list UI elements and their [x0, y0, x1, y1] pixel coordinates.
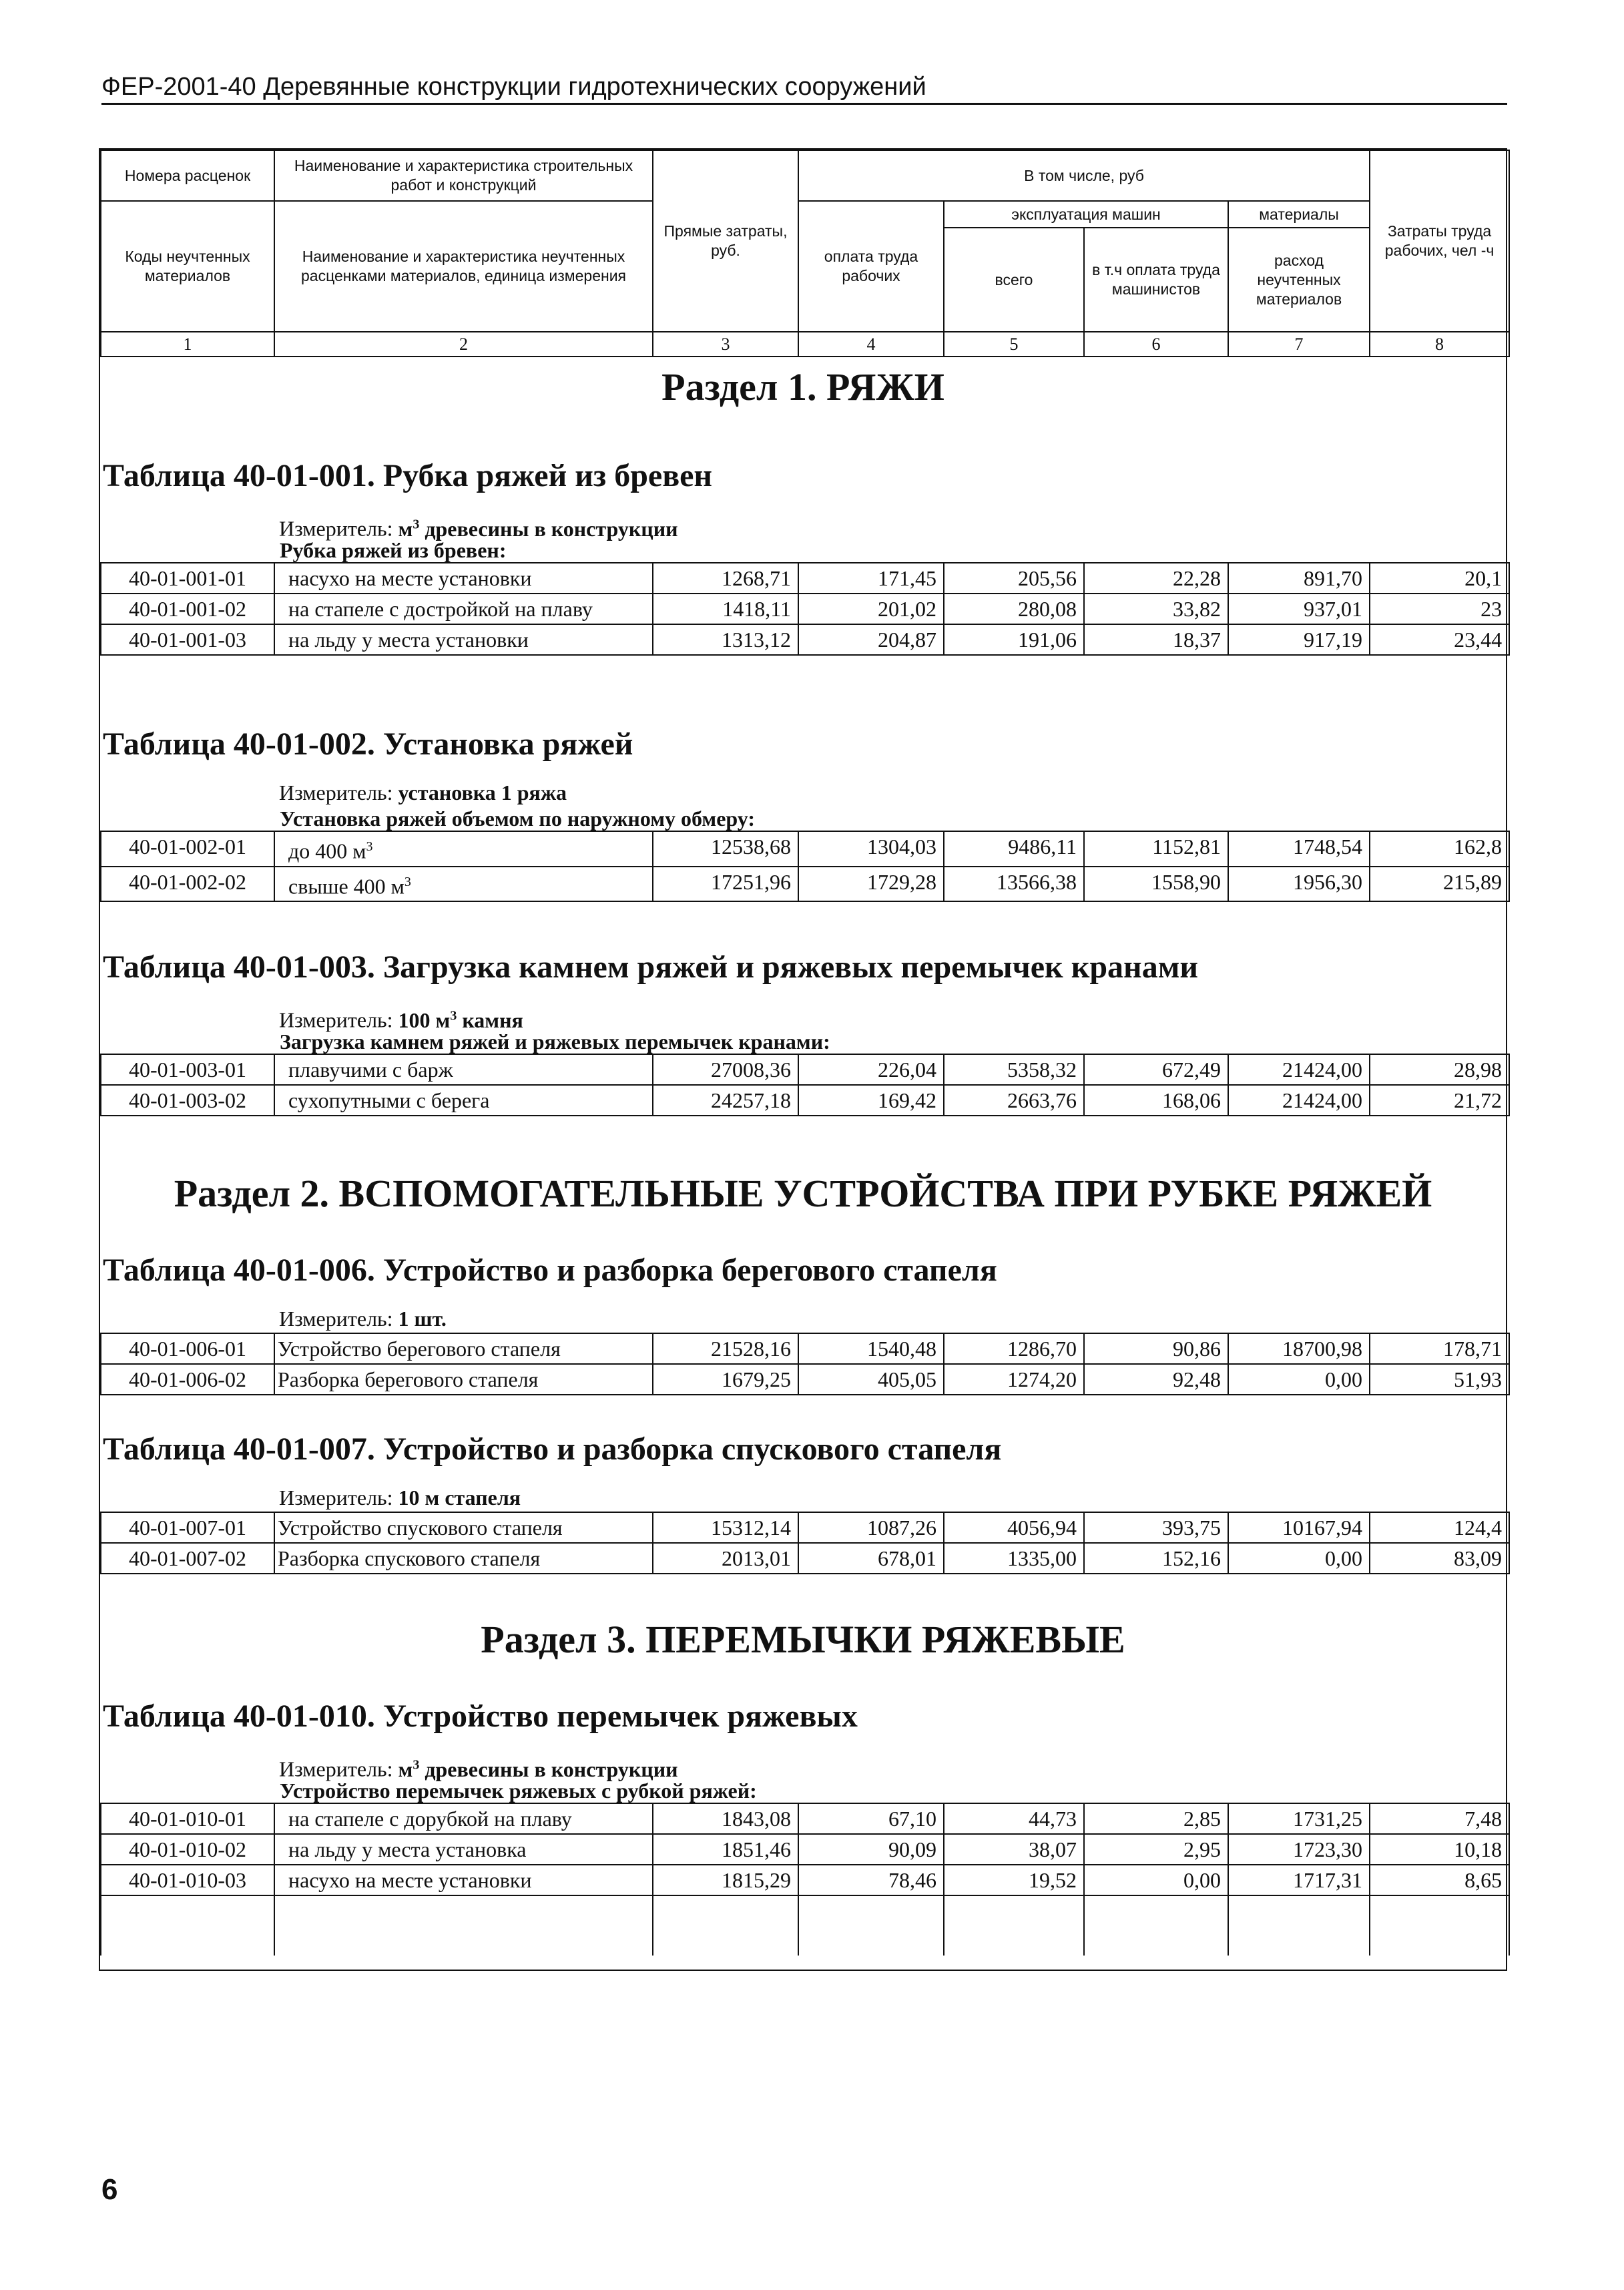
- value-cell: 0,00: [1228, 1364, 1370, 1395]
- value-cell: 393,75: [1084, 1512, 1228, 1543]
- value-cell: 44,73: [944, 1803, 1084, 1834]
- value-cell: 1304,03: [798, 831, 944, 867]
- value-cell: 178,71: [1370, 1333, 1509, 1364]
- value-cell: 67,10: [798, 1803, 944, 1834]
- empty-cell: [274, 1895, 653, 1956]
- value-cell: 1558,90: [1084, 867, 1228, 902]
- column-header: [100, 150, 1510, 357]
- rate-code-cell: 40-01-006-01: [101, 1333, 274, 1364]
- value-cell: 17251,96: [653, 867, 798, 902]
- running-title: ФЕР-2001-40 Деревянные конструкции гидротехнических сооружений: [101, 72, 1507, 105]
- table-row: [101, 1834, 1509, 1865]
- value-cell: 38,07: [944, 1834, 1084, 1865]
- table-title: Таблица 40-01-003. Загрузка камнем ряжей и ряжевых перемычек кранами: [103, 949, 1199, 985]
- value-cell: 33,82: [1084, 594, 1228, 624]
- work-name-cell: сухопутными с берега: [274, 1085, 653, 1116]
- value-cell: 162,8: [1370, 831, 1509, 867]
- rates-table: [100, 1333, 1510, 1395]
- value-cell: 937,01: [1228, 594, 1370, 624]
- value-cell: 1731,25: [1228, 1803, 1370, 1834]
- work-name-cell: до 400 $м^3$: [274, 831, 653, 867]
- value-cell: 22,28: [1084, 563, 1228, 594]
- work-name-cell: насухо на месте установки: [274, 1865, 653, 1895]
- section-title: Раздел 1. РЯЖИ: [661, 365, 944, 409]
- work-name-cell: насухо на месте установки: [274, 563, 653, 594]
- value-cell: 1335,00: [944, 1543, 1084, 1574]
- header-number: 5: [944, 332, 1084, 357]
- value-cell: 152,16: [1084, 1543, 1228, 1574]
- rate-code-cell: 40-01-002-02: [101, 867, 274, 902]
- work-name-cell: Устройство берегового стапеля: [274, 1333, 653, 1364]
- rate-code-cell: 40-01-010-03: [101, 1865, 274, 1895]
- header-machinists-pay: в т.ч оплата труда машинистов: [1084, 228, 1228, 332]
- value-cell: 9486,11: [944, 831, 1084, 867]
- value-cell: 24257,18: [653, 1085, 798, 1116]
- table-row: [101, 563, 1509, 594]
- header-materials-use: расход неучтенных материалов: [1228, 228, 1370, 332]
- header-machines: эксплуатация машин: [944, 201, 1228, 228]
- header-number: 3: [653, 332, 798, 357]
- header-number: 8: [1370, 332, 1509, 357]
- header-col1-bottom: Коды неучтенных материалов: [101, 201, 274, 332]
- value-cell: 10,18: [1370, 1834, 1509, 1865]
- header-number: 2: [274, 332, 653, 357]
- header-machines-total: всего: [944, 228, 1084, 332]
- rate-code-cell: 40-01-010-01: [101, 1803, 274, 1834]
- work-name-cell: на льду у места установка: [274, 1834, 653, 1865]
- table-title: Таблица 40-01-001. Рубка ряжей из бревен: [103, 458, 713, 493]
- empty-cell: [101, 1895, 274, 1956]
- header-number: 6: [1084, 332, 1228, 357]
- value-cell: 0,00: [1228, 1543, 1370, 1574]
- value-cell: 280,08: [944, 594, 1084, 624]
- table-meter: Измеритель: 10 м стапеля: [279, 1485, 521, 1510]
- value-cell: 2,85: [1084, 1803, 1228, 1834]
- work-name-cell: Разборка спускового стапеля: [274, 1543, 653, 1574]
- value-cell: 21424,00: [1228, 1054, 1370, 1085]
- value-cell: 23: [1370, 594, 1509, 624]
- value-cell: 1274,20: [944, 1364, 1084, 1395]
- value-cell: 21528,16: [653, 1333, 798, 1364]
- value-cell: 205,56: [944, 563, 1084, 594]
- rate-code-cell: 40-01-006-02: [101, 1364, 274, 1395]
- empty-cell: [1370, 1895, 1509, 1956]
- value-cell: 0,00: [1084, 1865, 1228, 1895]
- rates-table: [100, 1512, 1510, 1574]
- value-cell: 7,48: [1370, 1803, 1509, 1834]
- group-heading: Устройство перемычек ряжевых с рубкой ряжей:: [101, 1779, 1509, 1803]
- header-col1-top: Номера расценок: [101, 150, 274, 201]
- header-labor-cost: Затраты труда рабочих, чел -ч: [1370, 150, 1509, 332]
- value-cell: 78,46: [798, 1865, 944, 1895]
- value-cell: 405,05: [798, 1364, 944, 1395]
- table-row: [101, 1333, 1509, 1364]
- rates-table: [100, 538, 1510, 656]
- value-cell: 191,06: [944, 624, 1084, 655]
- value-cell: 201,02: [798, 594, 944, 624]
- table-meter: Измеритель: $м^3$ древесины в конструкции: [279, 1757, 678, 1781]
- section-title: Раздел 3. ПЕРЕМЫЧКИ РЯЖЕВЫЕ: [481, 1618, 1125, 1661]
- work-name-cell: свыше 400 $м^3$: [274, 867, 653, 902]
- table-row: [101, 1865, 1509, 1895]
- work-name-cell: Устройство спускового стапеля: [274, 1512, 653, 1543]
- value-cell: 8,65: [1370, 1865, 1509, 1895]
- value-cell: 15312,14: [653, 1512, 798, 1543]
- value-cell: 27008,36: [653, 1054, 798, 1085]
- rate-code-cell: 40-01-002-01: [101, 831, 274, 867]
- value-cell: 92,48: [1084, 1364, 1228, 1395]
- table-row: [101, 831, 1509, 867]
- value-cell: 2,95: [1084, 1834, 1228, 1865]
- table-row: [101, 1543, 1509, 1574]
- work-name-cell: Разборка берегового стапеля: [274, 1364, 653, 1395]
- header-labor-pay: оплата труда рабочих: [798, 201, 944, 332]
- value-cell: 1851,46: [653, 1834, 798, 1865]
- value-cell: 1152,81: [1084, 831, 1228, 867]
- value-cell: 891,70: [1228, 563, 1370, 594]
- empty-cell: [944, 1895, 1084, 1956]
- header-in-that-number: В том числе, руб: [798, 150, 1370, 201]
- table-row: [101, 1364, 1509, 1395]
- rate-code-cell: 40-01-007-02: [101, 1543, 274, 1574]
- empty-cell: [653, 1895, 798, 1956]
- value-cell: 1717,31: [1228, 1865, 1370, 1895]
- table-meter: Измеритель: 100 $м^3$ камня: [279, 1007, 523, 1032]
- header-col2-top: Наименование и характеристика строительных работ и конструкций: [274, 150, 653, 201]
- table-meter: Измеритель: 1 шт.: [279, 1307, 447, 1331]
- table-row: [101, 1054, 1509, 1085]
- table-title: Таблица 40-01-007. Устройство и разборка спускового стапеля: [103, 1431, 1002, 1467]
- work-name-cell: плавучими с барж: [274, 1054, 653, 1085]
- table-row: [101, 867, 1509, 902]
- value-cell: 1729,28: [798, 867, 944, 902]
- table-row: [101, 1085, 1509, 1116]
- value-cell: 678,01: [798, 1543, 944, 1574]
- value-cell: 1540,48: [798, 1333, 944, 1364]
- value-cell: 83,09: [1370, 1543, 1509, 1574]
- value-cell: 672,49: [1084, 1054, 1228, 1085]
- value-cell: 1087,26: [798, 1512, 944, 1543]
- value-cell: 2663,76: [944, 1085, 1084, 1116]
- rate-code-cell: 40-01-001-02: [101, 594, 274, 624]
- rate-code-cell: 40-01-007-01: [101, 1512, 274, 1543]
- value-cell: 21,72: [1370, 1085, 1509, 1116]
- value-cell: 204,87: [798, 624, 944, 655]
- value-cell: 21424,00: [1228, 1085, 1370, 1116]
- value-cell: 1956,30: [1228, 867, 1370, 902]
- work-name-cell: на льду у места установки: [274, 624, 653, 655]
- value-cell: 1723,30: [1228, 1834, 1370, 1865]
- table-row: [101, 594, 1509, 624]
- table-title: Таблица 40-01-010. Устройство перемычек ряжевых: [103, 1698, 858, 1734]
- value-cell: 12538,68: [653, 831, 798, 867]
- header-col2-bottom: Наименование и характеристика неучтенных расценками материалов, единица измерения: [274, 201, 653, 332]
- value-cell: 51,93: [1370, 1364, 1509, 1395]
- value-cell: 1815,29: [653, 1865, 798, 1895]
- empty-cell: [798, 1895, 944, 1956]
- rates-table: [100, 807, 1510, 902]
- value-cell: 13566,38: [944, 867, 1084, 902]
- value-cell: 1418,11: [653, 594, 798, 624]
- value-cell: 917,19: [1228, 624, 1370, 655]
- value-cell: 1286,70: [944, 1333, 1084, 1364]
- value-cell: 124,4: [1370, 1512, 1509, 1543]
- work-name-cell: на стапеле с дорубкой на плаву: [274, 1803, 653, 1834]
- page-number: 6: [101, 2173, 118, 2206]
- value-cell: 23,44: [1370, 624, 1509, 655]
- empty-cell: [1084, 1895, 1228, 1956]
- value-cell: 10167,94: [1228, 1512, 1370, 1543]
- value-cell: 168,06: [1084, 1085, 1228, 1116]
- table-title: Таблица 40-01-006. Устройство и разборка берегового стапеля: [103, 1252, 997, 1288]
- value-cell: 215,89: [1370, 867, 1509, 902]
- value-cell: 18700,98: [1228, 1333, 1370, 1364]
- value-cell: 28,98: [1370, 1054, 1509, 1085]
- header-number: 4: [798, 332, 944, 357]
- rate-code-cell: 40-01-010-02: [101, 1834, 274, 1865]
- header-number: 1: [101, 332, 274, 357]
- header-materials: материалы: [1228, 201, 1370, 228]
- table-meter: Измеритель: $м^3$ древесины в конструкции: [279, 516, 678, 541]
- section-title: Раздел 2. ВСПОМОГАТЕЛЬНЫЕ УСТРОЙСТВА ПРИ РУБКЕ РЯЖЕЙ: [174, 1172, 1432, 1215]
- rates-table: [100, 1029, 1510, 1116]
- value-cell: 90,86: [1084, 1333, 1228, 1364]
- rate-code-cell: 40-01-003-01: [101, 1054, 274, 1085]
- value-cell: 20,1: [1370, 563, 1509, 594]
- value-cell: 169,42: [798, 1085, 944, 1116]
- value-cell: 1748,54: [1228, 831, 1370, 867]
- value-cell: 5358,32: [944, 1054, 1084, 1085]
- group-heading: Рубка ряжей из бревен:: [101, 538, 1509, 563]
- value-cell: 18,37: [1084, 624, 1228, 655]
- group-heading: Загрузка камнем ряжей и ряжевых перемычек кранами:: [101, 1029, 1509, 1054]
- header-number: 7: [1228, 332, 1370, 357]
- value-cell: 19,52: [944, 1865, 1084, 1895]
- rate-code-cell: 40-01-003-02: [101, 1085, 274, 1116]
- value-cell: 226,04: [798, 1054, 944, 1085]
- value-cell: 171,45: [798, 563, 944, 594]
- header-direct-costs: Прямые затраты, руб.: [653, 150, 798, 332]
- work-name-cell: на стапеле с достройкой на плаву: [274, 594, 653, 624]
- value-cell: 1843,08: [653, 1803, 798, 1834]
- rate-code-cell: 40-01-001-01: [101, 563, 274, 594]
- table-title: Таблица 40-01-002. Установка ряжей: [103, 726, 633, 762]
- rates-table: [100, 1779, 1510, 1956]
- table-row: [101, 1803, 1509, 1834]
- value-cell: 1313,12: [653, 624, 798, 655]
- value-cell: 90,09: [798, 1834, 944, 1865]
- document-frame: [99, 148, 1507, 1971]
- rate-code-cell: 40-01-001-03: [101, 624, 274, 655]
- value-cell: 4056,94: [944, 1512, 1084, 1543]
- empty-cell: [1228, 1895, 1370, 1956]
- group-heading: Установка ряжей объемом по наружному обмеру:: [101, 807, 1509, 831]
- value-cell: 2013,01: [653, 1543, 798, 1574]
- table-row: [101, 1512, 1509, 1543]
- table-meter: Измеритель: установка 1 ряжа: [279, 780, 567, 805]
- value-cell: 1268,71: [653, 563, 798, 594]
- table-row: [101, 624, 1509, 655]
- value-cell: 1679,25: [653, 1364, 798, 1395]
